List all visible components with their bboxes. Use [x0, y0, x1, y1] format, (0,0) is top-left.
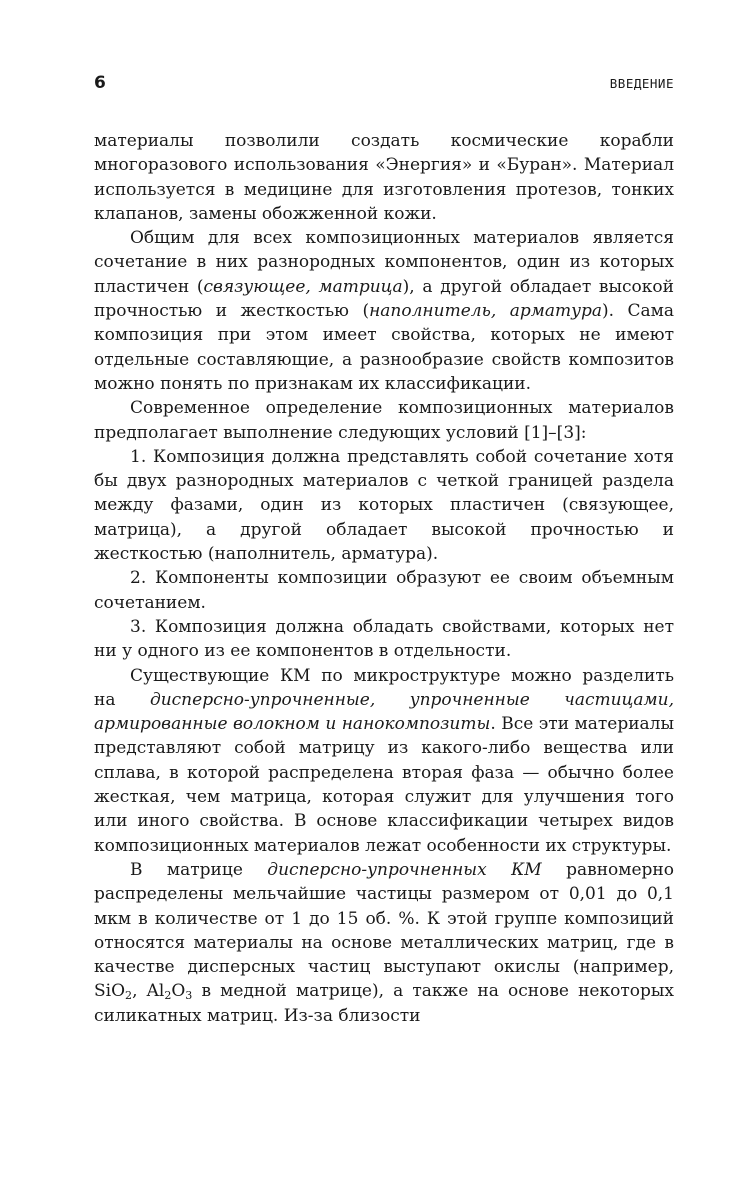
- paragraph: [94, 664, 674, 858]
- page-number: 6: [94, 73, 106, 93]
- emphasis-text: дисперсно-упрочненные, упрочненные частицами, армированные волокном и нанокомпозиты: [94, 689, 674, 735]
- text-run: , Al: [132, 981, 165, 1002]
- text-run: Существующие КМ по микроструктуре можно разделить на: [94, 665, 674, 710]
- emphasis-text: наполнитель, арматура: [369, 301, 602, 322]
- emphasis-text: дисперсно-упрочненных КМ: [267, 859, 542, 880]
- text-run: ), а другой обладает высокой прочностью и жесткостью (: [94, 276, 674, 322]
- text-run: ). Сама композиция при этом имеет свойства, которых не имеют отдельные составляющие, а разнообразие свойств композитов можно понять по признакам их классификации.: [94, 301, 674, 394]
- body-text: [94, 129, 674, 1028]
- text-run: Современное определение композиционных материалов предполагает выполнение следующих условий [1]–[3]:: [94, 398, 674, 443]
- text-run: 3. Композиция должна обладать свойствами, которых нет ни у одного из ее компонентов в отдельности.: [94, 616, 674, 662]
- subscript-text: 2: [125, 989, 133, 1003]
- subscript-text: 3: [185, 989, 193, 1003]
- text-run: 2. Компоненты композиции образуют ее своим объемным сочетанием.: [94, 568, 674, 613]
- list-item: [94, 615, 674, 664]
- paragraph: [94, 396, 674, 445]
- text-run: В матрице: [130, 859, 268, 880]
- paragraph: [94, 858, 674, 1028]
- list-item: [94, 566, 674, 615]
- paragraph: [94, 226, 674, 396]
- paragraph: [94, 129, 674, 226]
- emphasis-text: связующее, матрица: [203, 276, 403, 297]
- list-item: [94, 445, 674, 566]
- text-run: . Все эти материалы представляют собой матрицу из какого-либо вещества или сплава, в которой распределена вторая фаза — обычно более жесткая, чем матрица, которая служит для улучшения того или иного свойства. В основе классификации четырех видов композиционных материалов лежат особенности их структуры.: [94, 714, 675, 856]
- text-run: равномерно распределены мельчайшие частицы размером от 0,01 до 0,1 мкм в количестве от 1 до 15 об. %. К этой группе композиций относятся материалы на основе металлических матриц, где в качестве дисперсных частиц выступают окислы (например, SiO: [94, 859, 674, 1002]
- running-title: ВВЕДЕНИЕ: [609, 76, 674, 91]
- text-run: O: [171, 981, 186, 1002]
- text-run: 1. Композиция должна представлять собой сочетание хотя бы двух разнородных материалов с четкой границей раздела между фазами, один из которых пластичен (связующее, матрица), а другой обладает высокой прочностью и жесткостью (наполнитель, арматура).: [94, 446, 674, 565]
- subscript-text: 2: [164, 989, 172, 1003]
- text-run: Общим для всех композиционных материалов является сочетание в них разнородных компонентов, один из которых пластичен (: [94, 228, 674, 297]
- text-run: материалы позволили создать космические корабли многоразового использования «Энергия» и «Буран». Материал используется в медицине для изготовления протезов, тонких клапанов, замены обожженной кожи.: [94, 131, 674, 224]
- text-run: в медной матрице), а также на основе некоторых силикатных матриц. Из-за близости: [94, 981, 674, 1026]
